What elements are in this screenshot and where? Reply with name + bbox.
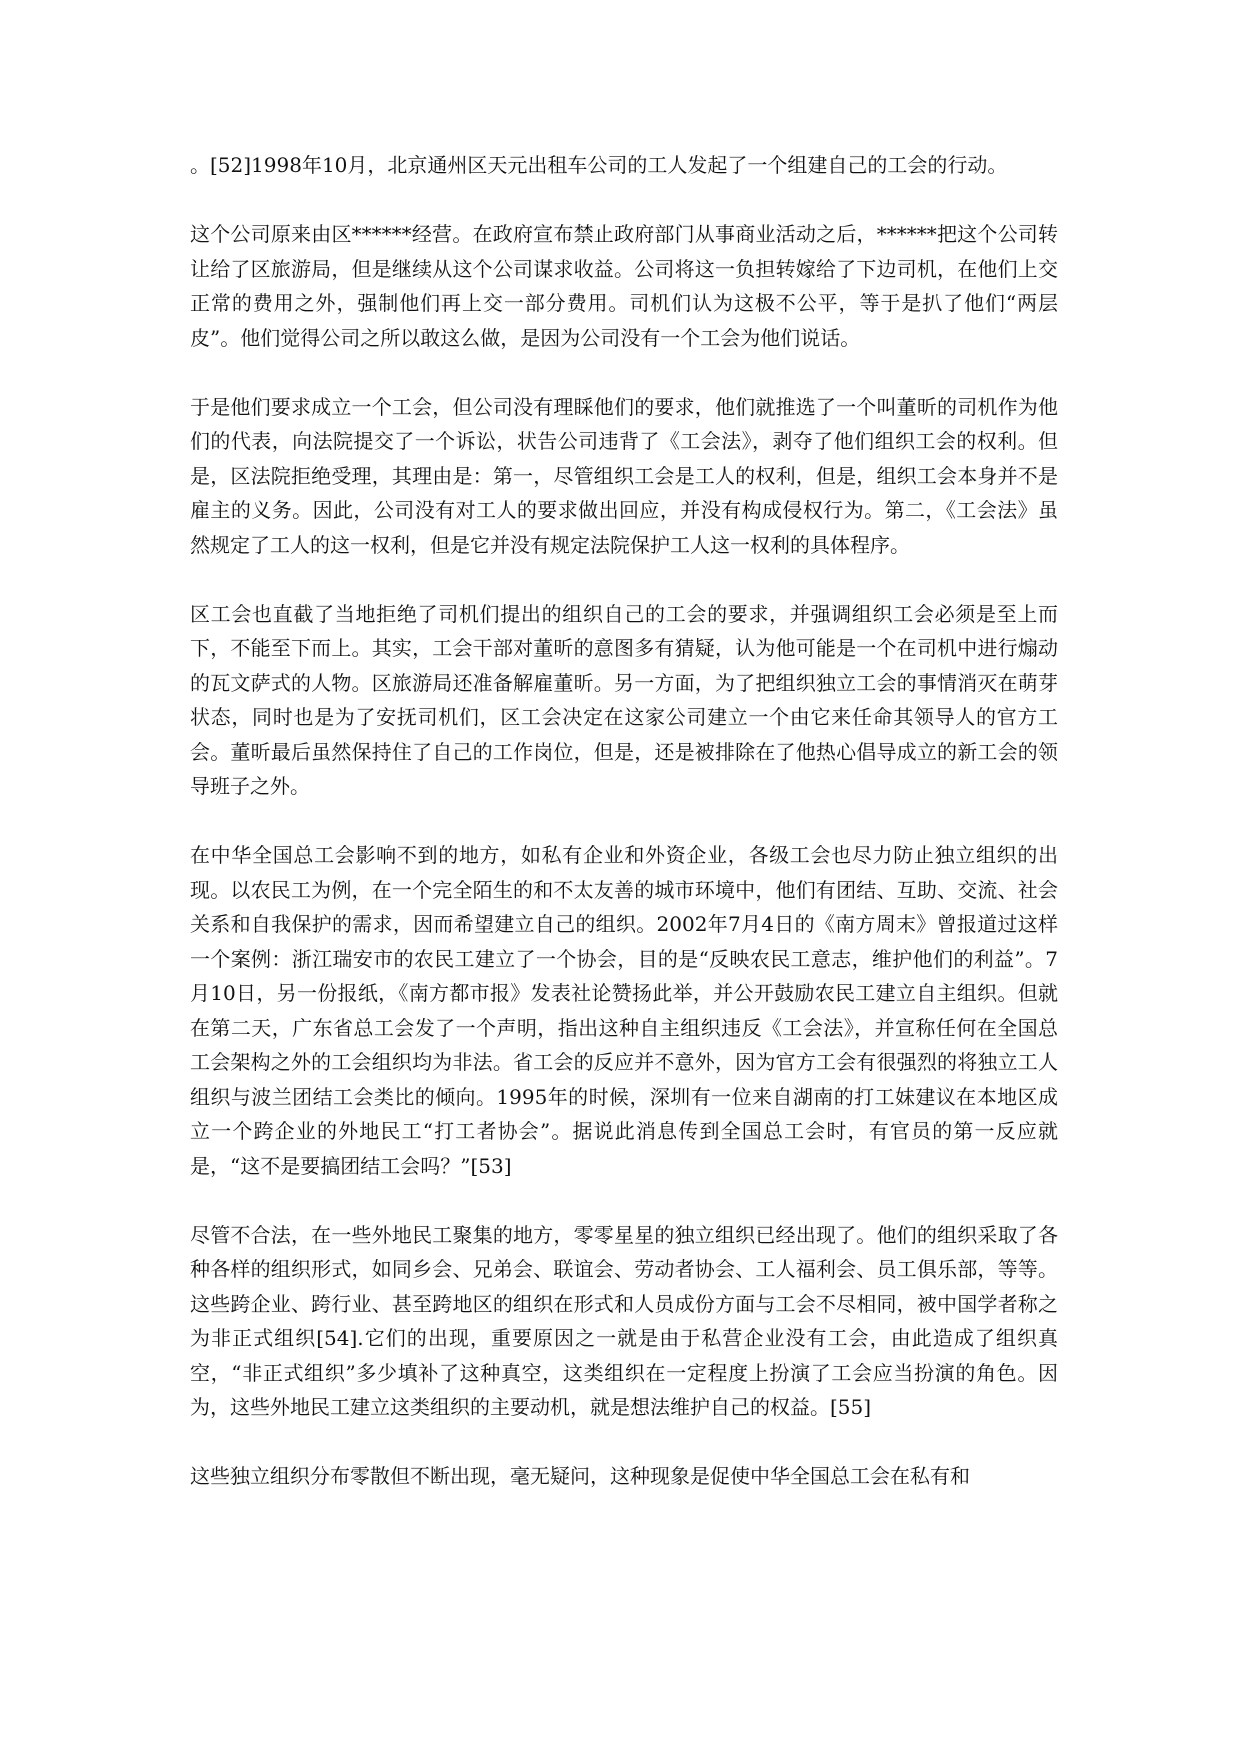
paragraph-6: 尽管不合法，在一些外地民工聚集的地方，零零星星的独立组织已经出现了。他们的组织采取了各种各样的组织形式，如同乡会、兄弟会、联谊会、劳动者协会、工人福利会、员工俱乐部，等等。这些跨企业、跨行业、甚至跨地区的组织在形式和人员成份方面与工会不尽相同，被中国学者称之为非正式组织[54].它们的出现，重要原因之一就是由于私营企业没有工会，由此造成了组织真空，“非正式组织”多少填补了这种真空，这类组织在一定程度上扮演了工会应当扮演的角色。因为，这些外地民工建立这类组织的主要动机，就是想法维护自己的权益。[55] [190, 1222, 1058, 1419]
paragraph-5: 在中华全国总工会影响不到的地方，如私有企业和外资企业，各级工会也尽力防止独立组织的出现。以农民工为例，在一个完全陌生的和不太友善的城市环境中，他们有团结、互助、交流、社会关系和自我保护的需求，因而希望建立自己的组织。2002年7月4日的《南方周末》曾报道过这样一个案例：浙江瑞安市的农民工建立了一个协会，目的是“反映农民工意志，维护他们的利益”。7月10日，另一份报纸，《南方都市报》发表社论赞扬此举，并公开鼓励农民工建立自主组织。但就在第二天，广东省总工会发了一个声明，指出这种自主组织违反《工会法》，并宣称任何在全国总工会架构之外的工会组织均为非法。省工会的反应并不意外，因为官方工会有很强烈的将独立工人组织与波兰团结工会类比的倾向。1995年的时候，深圳有一位来自湖南的打工妹建议在本地区成立一个跨企业的外地民工“打工者协会”。据说此消息传到全国总工会时，有官员的第一反应就是，“这不是要搞团结工会吗？”[53] [190, 843, 1058, 1178]
paragraph-3: 于是他们要求成立一个工会，但公司没有理睬他们的要求，他们就推选了一个叫董昕的司机作为他们的代表，向法院提交了一个诉讼，状告公司违背了《工会法》，剥夺了他们组织工会的权利。但是，区法院拒绝受理，其理由是：第一，尽管组织工会是工人的权利，但是，组织工会本身并不是雇主的义务。因此，公司没有对工人的要求做出回应，并没有构成侵权行为。第二，《工会法》虽然规定了工人的这一权利，但是它并没有规定法院保护工人这一权利的具体程序。 [190, 394, 1058, 557]
paragraph-2: 这个公司原来由区******经营。在政府宣布禁止政府部门从事商业活动之后，******把这个公司转让给了区旅游局，但是继续从这个公司谋求收益。公司将这一负担转嫁给了下边司机，在他们上交正常的费用之外，强制他们再上交一部分费用。司机们认为这极不公平，等于是扒了他们“两层皮”。他们觉得公司之所以敢这么做，是因为公司没有一个工会为他们说话。 [190, 222, 1058, 350]
paragraph-7: 这些独立组织分布零散但不断出现，毫无疑问，这种现象是促使中华全国总工会在私有和 [190, 1464, 970, 1488]
document-page [190, 148, 1058, 1528]
paragraph-1: 。[52]1998年10月，北京通州区天元出租车公司的工人发起了一个组建自己的工会的行动。 [190, 153, 1008, 177]
paragraph-4: 区工会也直截了当地拒绝了司机们提出的组织自己的工会的要求，并强调组织工会必须是至上而下，不能至下而上。其实，工会干部对董昕的意图多有猜疑，认为他可能是一个在司机中进行煽动的瓦文萨式的人物。区旅游局还准备解雇董昕。另一方面，为了把组织独立工会的事情消灭在萌芽状态，同时也是为了安抚司机们，区工会决定在这家公司建立一个由它来任命其领导人的官方工会。董昕最后虽然保持住了自己的工作岗位，但是，还是被排除在了他热心倡导成立的新工会的领导班子之外。 [190, 601, 1058, 798]
